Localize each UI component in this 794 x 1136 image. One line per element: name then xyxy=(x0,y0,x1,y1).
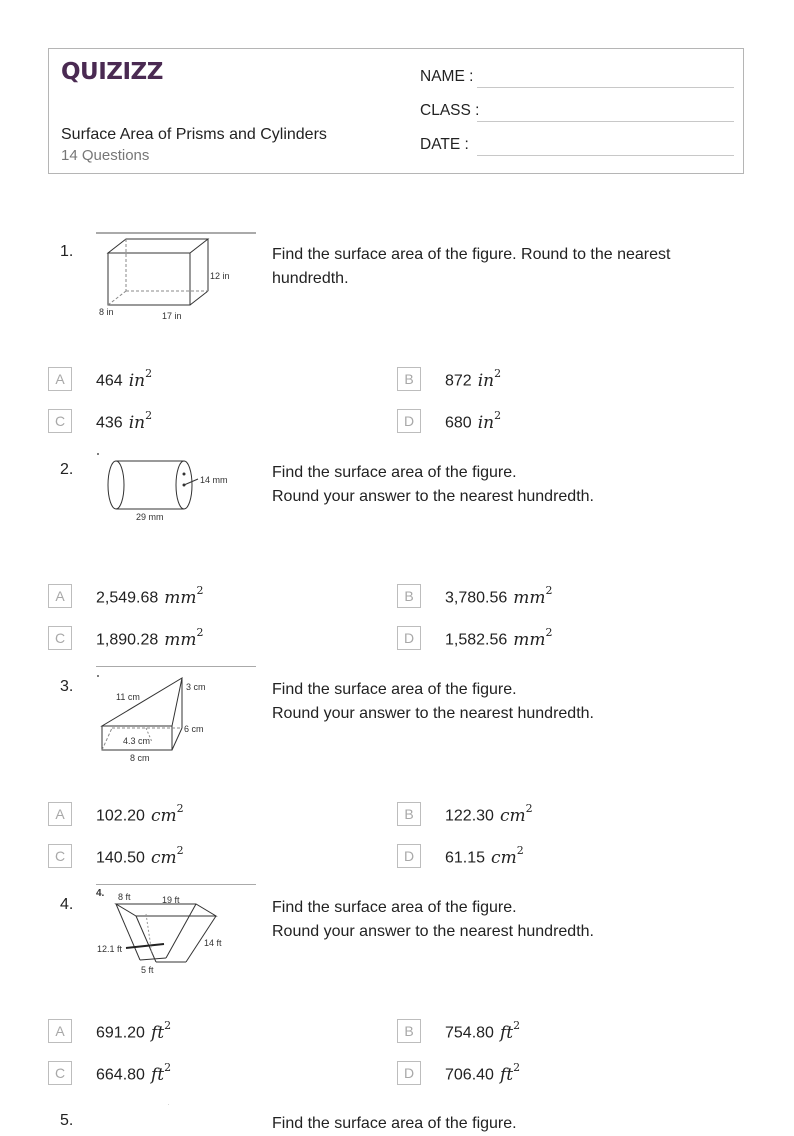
figure-label: 5. xyxy=(168,1105,169,1106)
option-unit: $mm^2$ xyxy=(164,626,204,650)
date-line[interactable] xyxy=(477,155,734,156)
question-text xyxy=(272,896,732,944)
question-count: 14 Questions xyxy=(61,147,150,164)
option-letter: D xyxy=(397,1061,421,1085)
date-field[interactable] xyxy=(420,136,734,160)
figure-label: 8 in xyxy=(99,307,114,317)
question-text-line: Round your answer to the nearest hundredth. xyxy=(272,488,594,505)
option-value: 664.80 xyxy=(96,1066,145,1084)
option-value: 464 xyxy=(96,372,123,390)
option-unit: $cm^2$ xyxy=(491,844,524,868)
figure-label: 14 mm xyxy=(200,475,228,485)
figure-label: 5 ft xyxy=(141,965,154,975)
option-letter: A xyxy=(48,367,72,391)
option-value: 1,582.56 xyxy=(445,631,508,649)
date-label: DATE : xyxy=(420,136,469,153)
option-letter: D xyxy=(397,844,421,868)
question-text-line: hundredth. xyxy=(272,270,349,287)
option-letter: C xyxy=(48,1061,72,1085)
option-value: 2,549.68 xyxy=(96,589,159,607)
option-letter: B xyxy=(397,1019,421,1043)
figure-label: 12.1 ft xyxy=(97,944,123,954)
question-text-line: Round your answer to the nearest hundredth. xyxy=(272,705,594,722)
trapezoidal-prism-figure xyxy=(96,884,256,994)
option-unit: $ft^2$ xyxy=(499,1019,521,1043)
question-text xyxy=(272,1112,732,1136)
rectangular-prism-figure xyxy=(96,231,256,341)
figure-label: 4. xyxy=(96,888,105,899)
figure-label: 6 cm xyxy=(184,724,204,734)
option-unit: $cm^2$ xyxy=(150,844,184,868)
option-unit: $mm^2$ xyxy=(164,584,204,608)
question-number: 3. xyxy=(60,678,74,695)
figure-label: 4.3 cm xyxy=(123,736,151,746)
option-unit: $cm^2$ xyxy=(150,802,184,826)
name-line[interactable] xyxy=(477,87,734,88)
option-value: 61.15 xyxy=(445,849,486,867)
option-unit: $ft^2$ xyxy=(150,1019,172,1043)
figure-label: 14 ft xyxy=(204,938,222,948)
question-text-line: Find the surface area of the figure. xyxy=(272,681,517,698)
question-number: 4. xyxy=(60,896,74,913)
worksheet-header xyxy=(48,48,744,174)
figure-label: 17 in xyxy=(162,311,182,321)
question-text xyxy=(272,678,732,726)
option-value: 872 xyxy=(445,372,472,390)
option-letter: D xyxy=(397,626,421,650)
option-unit: $in^2$ xyxy=(477,409,502,433)
option-letter: B xyxy=(397,367,421,391)
triangular-prism-figure xyxy=(96,666,256,776)
figure-label: 12 in xyxy=(210,271,230,281)
name-label: NAME : xyxy=(420,68,474,85)
option-letter: B xyxy=(397,584,421,608)
option-unit: $in^2$ xyxy=(128,409,153,433)
option-value: 691.20 xyxy=(96,1024,145,1042)
question-text-line: Find the surface area of the figure. xyxy=(272,464,517,481)
option-unit: $mm^2$ xyxy=(513,626,553,650)
option-value: 754.80 xyxy=(445,1024,494,1042)
question-text-line: Round your answer to the nearest hundredth. xyxy=(272,923,594,940)
name-field[interactable] xyxy=(420,68,734,92)
option-value: 706.40 xyxy=(445,1066,494,1084)
figure-label: 11 cm xyxy=(116,692,140,702)
option-value: 680 xyxy=(445,414,472,432)
option-unit: $cm^2$ xyxy=(499,802,533,826)
option-unit: $ft^2$ xyxy=(499,1061,521,1085)
option-letter: A xyxy=(48,584,72,608)
figure-label: 8 cm xyxy=(130,753,150,763)
option-value: 3,780.56 xyxy=(445,589,508,607)
option-value: 140.50 xyxy=(96,849,145,867)
option-letter: A xyxy=(48,802,72,826)
option-unit: $in^2$ xyxy=(477,367,502,391)
option-unit: $mm^2$ xyxy=(513,584,553,608)
question-5-figure xyxy=(96,1104,256,1115)
option-value: 436 xyxy=(96,414,123,432)
question-number: 1. xyxy=(60,243,74,260)
question-text-line: Find the surface area of the figure. xyxy=(272,899,517,916)
cylinder-figure xyxy=(96,449,256,559)
option-unit: $ft^2$ xyxy=(150,1061,172,1085)
class-label: CLASS : xyxy=(420,102,480,119)
option-letter: B xyxy=(397,802,421,826)
class-field[interactable] xyxy=(420,102,734,126)
option-value: 1,890.28 xyxy=(96,631,159,649)
option-value: 102.20 xyxy=(96,807,145,825)
question-text-line: Find the surface area of the figure. xyxy=(272,1115,517,1132)
option-letter: C xyxy=(48,844,72,868)
option-letter: C xyxy=(48,626,72,650)
option-unit: $in^2$ xyxy=(128,367,153,391)
worksheet-title: Surface Area of Prisms and Cylinders xyxy=(61,126,327,143)
figure-label: 29 mm xyxy=(136,512,164,522)
class-line[interactable] xyxy=(477,121,734,122)
question-text-line: Find the surface area of the figure. Round to the nearest xyxy=(272,246,671,263)
question-number: 2. xyxy=(60,461,74,478)
quizizz-logo: QUIZIZZ xyxy=(61,59,163,85)
option-letter: C xyxy=(48,409,72,433)
option-letter: A xyxy=(48,1019,72,1043)
question-number: 5. xyxy=(60,1112,74,1129)
figure-label: 19 ft xyxy=(162,895,180,905)
figure-label: 8 ft xyxy=(118,892,131,902)
option-value: 122.30 xyxy=(445,807,494,825)
question-text xyxy=(272,243,732,291)
figure-label: 3 cm xyxy=(186,682,206,692)
option-letter: D xyxy=(397,409,421,433)
question-text xyxy=(272,461,732,509)
